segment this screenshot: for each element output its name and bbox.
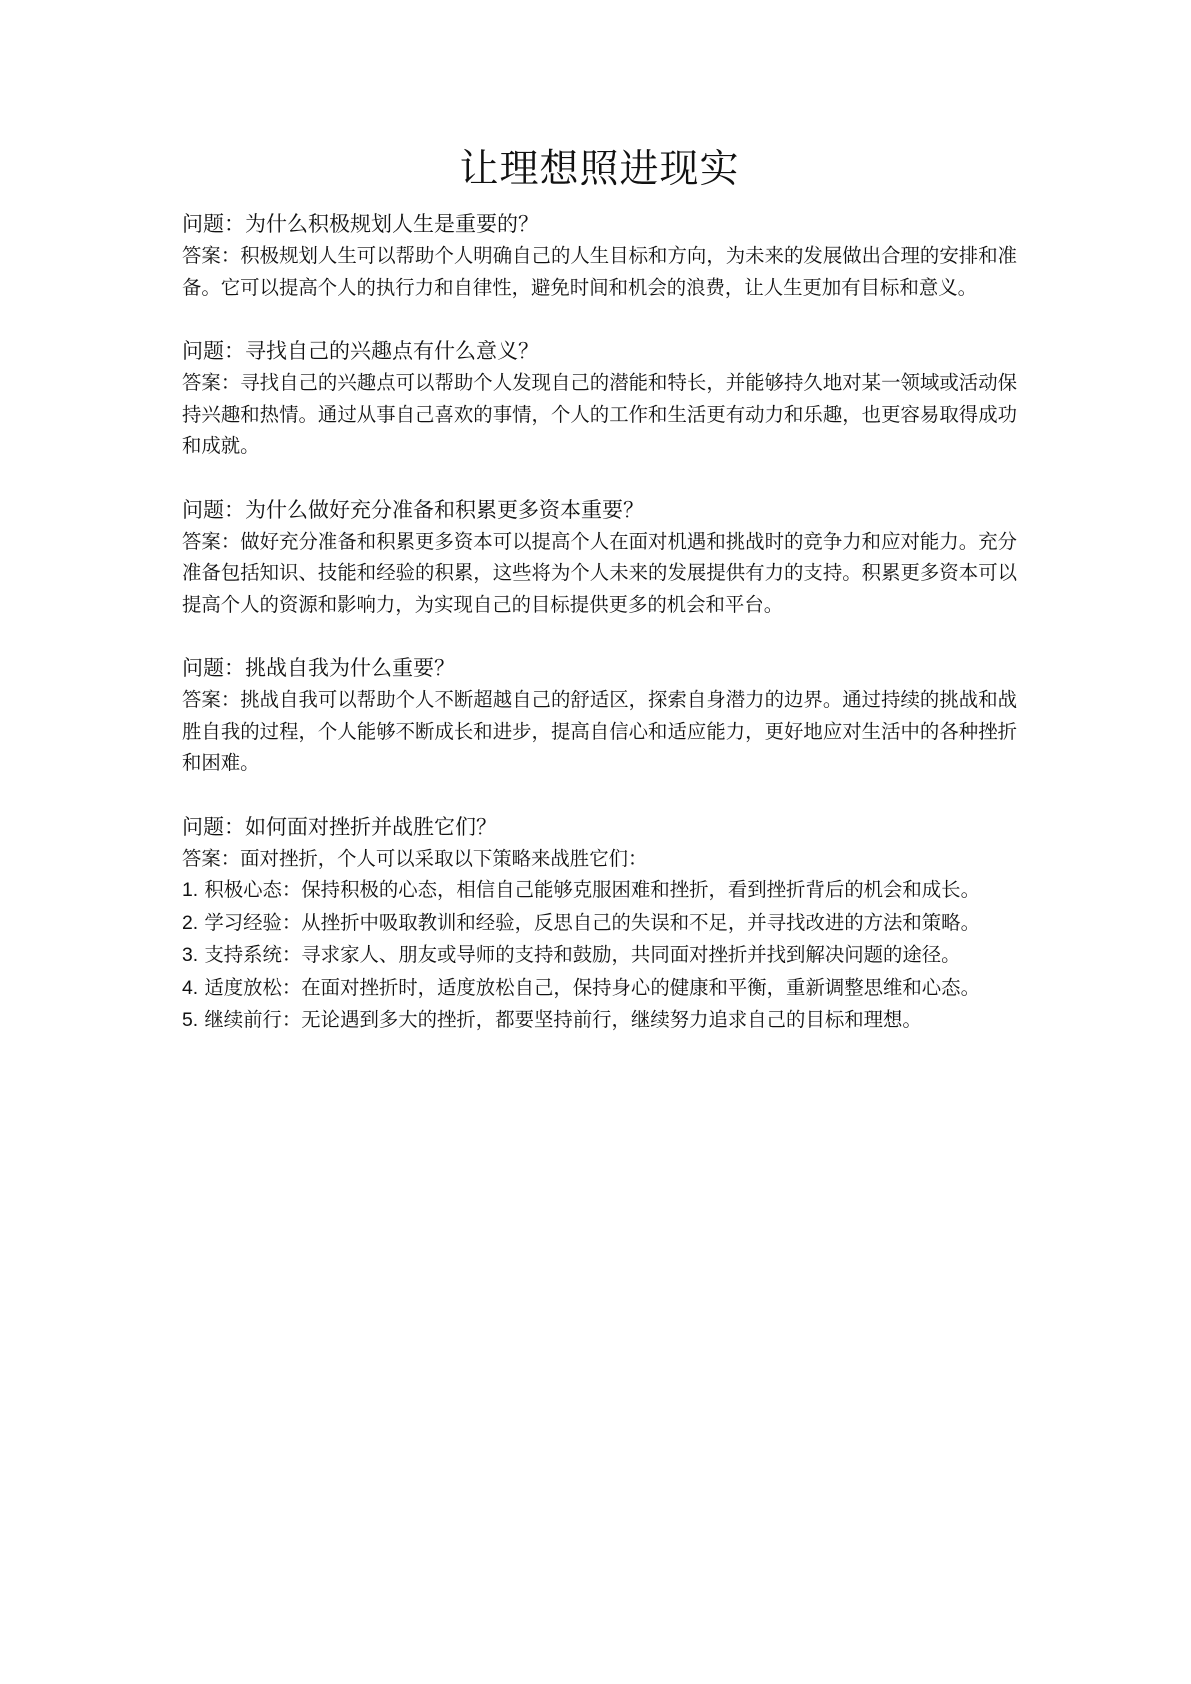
qa-block-5 bbox=[182, 811, 1017, 1037]
qa-block-1 bbox=[182, 208, 1017, 303]
list-item bbox=[182, 874, 1017, 907]
answer: 答案：积极规划人生可以帮助个人明确自己的人生目标和方向，为未来的发展做出合理的安排和准备。它可以提高个人的执行力和自律性，避免时间和机会的浪费，让人生更加有目标和意义。 bbox=[182, 244, 1017, 299]
list-number: 5. bbox=[182, 1009, 199, 1031]
list-text: 继续前行：无论遇到多大的挫折，都要坚持前行，继续努力追求自己的目标和理想。 bbox=[204, 1008, 922, 1031]
list-number: 1. bbox=[182, 879, 199, 901]
qa-block-2 bbox=[182, 335, 1017, 462]
list-item bbox=[182, 907, 1017, 940]
question: 问题：如何面对挫折并战胜它们？ bbox=[182, 814, 497, 839]
document-page bbox=[182, 140, 1017, 1069]
question: 问题：挑战自我为什么重要？ bbox=[182, 656, 455, 680]
qa-block-3 bbox=[182, 494, 1017, 621]
list-item bbox=[182, 972, 1017, 1005]
list-text: 支持系统：寻求家人、朋友或导师的支持和鼓励，共同面对挫折并找到解决问题的途径。 bbox=[204, 943, 961, 966]
list-text: 学习经验：从挫折中吸取教训和经验，反思自己的失误和不足，并寻找改进的方法和策略。 bbox=[204, 910, 980, 934]
qa-block-4 bbox=[182, 652, 1017, 779]
answer-intro: 答案：面对挫折，个人可以采取以下策略来战胜它们： bbox=[182, 846, 648, 870]
answer: 答案：挑战自我可以帮助个人不断超越自己的舒适区，探索自身潜力的边界。通过持续的挑战和战胜自我的过程，个人能够不断成长和进步，提高自信心和适应能力，更好地应对生活中的各种挫折和困难。 bbox=[182, 688, 1017, 774]
list-number: 2. bbox=[182, 911, 199, 934]
answer: 答案：寻找自己的兴趣点可以帮助个人发现自己的潜能和特长，并能够持久地对某一领域或活动保持兴趣和热情。通过从事自己喜欢的事情，个人的工作和生活更有动力和乐趣，也更容易取得成功和成就。 bbox=[182, 371, 1017, 457]
question: 问题：为什么做好充分准备和积累更多资本重要？ bbox=[182, 497, 644, 522]
question: 问题：为什么积极规划人生是重要的？ bbox=[182, 212, 539, 236]
answer: 答案：做好充分准备和积累更多资本可以提高个人在面对机遇和挑战时的竞争力和应对能力。充分准备包括知识、技能和经验的积累，这些将为个人未来的发展提供有力的支持。积累更多资本可以提高个人的资源和影响力，为实现自己的目标提供更多的机会和平台。 bbox=[182, 529, 1017, 616]
list-item bbox=[182, 939, 1017, 972]
list-item bbox=[182, 1004, 1017, 1037]
document-title: 让理想照进现实 bbox=[459, 147, 740, 192]
list-number: 3. bbox=[182, 944, 199, 966]
list-number: 4. bbox=[182, 976, 199, 999]
list-text: 适度放松：在面对挫折时，适度放松自己，保持身心的健康和平衡，重新调整思维和心态。 bbox=[204, 975, 980, 999]
question: 问题：寻找自己的兴趣点有什么意义？ bbox=[182, 339, 539, 363]
list-text: 积极心态：保持积极的心态，相信自己能够克服困难和挫折，看到挫折背后的机会和成长。 bbox=[204, 878, 980, 901]
